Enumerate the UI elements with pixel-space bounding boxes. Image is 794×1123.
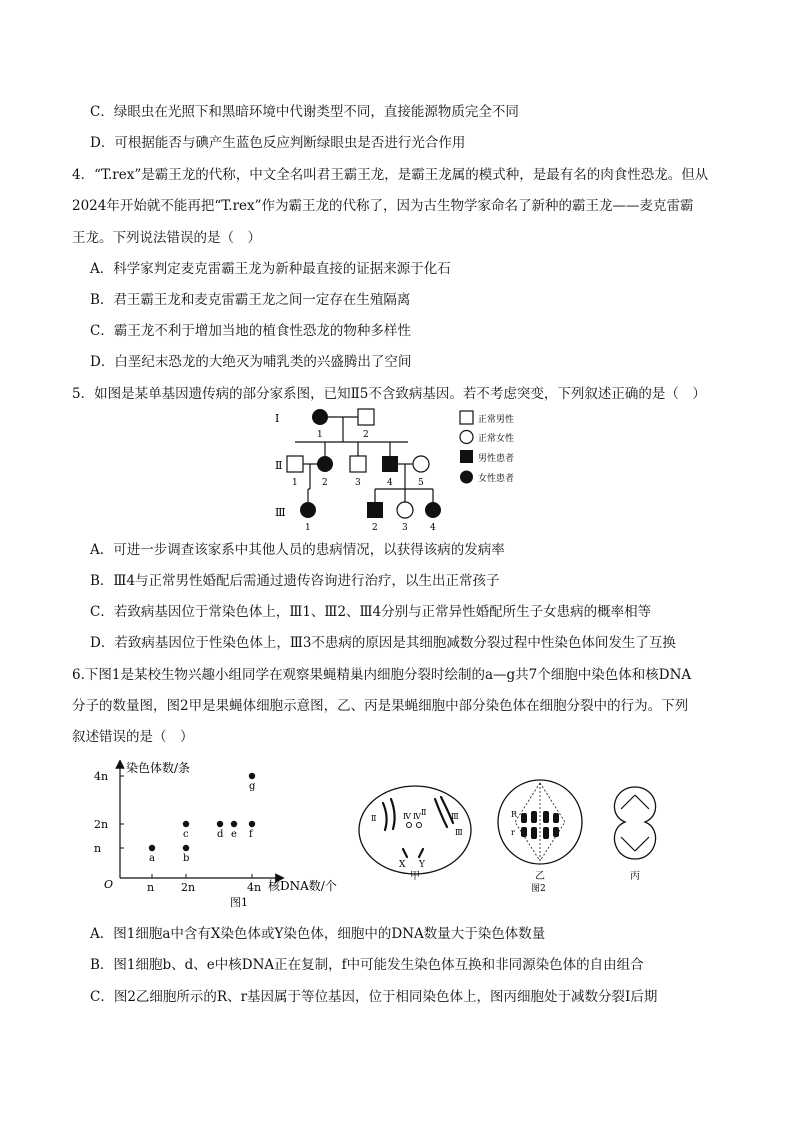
q5-option-b: B．Ⅲ4与正常男性婚配后需通过遗传咨询进行治疗，以生出正常孩子: [90, 573, 500, 589]
legend-normal-female-symbol: [460, 431, 473, 444]
legend-affected-female-symbol: [460, 471, 473, 484]
gen-label-2: Ⅱ: [275, 459, 283, 472]
point-e: [231, 821, 237, 827]
q4-option-b: B．君王霸王龙和麦克雷霸王龙之间一定存在生殖隔离: [90, 292, 411, 308]
pedigree-I2-normal-male: [358, 409, 374, 425]
gen-label-1: Ⅰ: [275, 412, 280, 425]
pedigree-III1-affected-female: [300, 502, 316, 518]
q5-option-c: C．若致病基因位于常染色体上，Ⅲ1、Ⅲ2、Ⅲ4分别与正常异性婚配所生子女患病的概率相等: [90, 604, 652, 620]
q6-option-a: A．图1细胞a中含有X染色体或Y染色体，细胞中的DNA数量大于染色体数量: [90, 926, 546, 942]
q5-option-d: D．若致病基因位于性染色体上，Ⅲ3不患病的原因是其细胞减数分裂过程中性染色体间发生了互换: [90, 635, 676, 651]
x-tick-label-1: 2n: [181, 881, 196, 894]
legend-normal-female: 正常女性: [478, 434, 515, 444]
jia-chrom-Y: Y: [419, 860, 425, 870]
point-d: [217, 821, 223, 827]
pedigree-II1-normal-male: [287, 456, 303, 472]
point-label-b: b: [183, 853, 190, 864]
point-a: [149, 845, 155, 851]
y-tick-label-0: n: [94, 842, 102, 855]
pedigree-III2-affected-male: [367, 502, 383, 518]
point-label-e: e: [231, 829, 237, 840]
q4-option-c: C．霸王龙不利于增加当地的植食性恐龙的物种多样性: [90, 323, 411, 339]
q6-stem-line3: 叙述错误的是（ ）: [72, 729, 194, 745]
q5-stem: 5．如图是某单基因遗传病的部分家系图，已知Ⅱ5不含致病基因。若不考虑突变，下列叙述正确的是（ ）: [72, 386, 706, 402]
id-II2: 2: [322, 478, 328, 488]
jia-chrom-II-right: Ⅱ: [421, 808, 427, 817]
pedigree-II5-normal-female: [413, 456, 429, 472]
id-III3: 3: [402, 523, 408, 533]
id-II3: 3: [355, 478, 361, 488]
gen-label-3: Ⅲ: [275, 506, 286, 519]
q6-stem-line2: 分子的数量图，图2甲是果蝇体细胞示意图，乙、丙是果蝇细胞中部分染色体在细胞分裂中的行为。下列: [72, 698, 689, 714]
jia-chrom-II-left: Ⅱ: [371, 814, 377, 823]
q6-option-b: B．图1细胞b、d、e中核DNA正在复制，f中可能发生染色体互换和非同源染色体的自由组合: [90, 957, 644, 973]
origin-label: O: [104, 878, 114, 891]
id-III4: 4: [430, 523, 436, 533]
pedigree-III4-affected-female: [425, 502, 441, 518]
q5-option-a: A．可进一步调查该家系中其他人员的患病情况，以获得该病的发病率: [90, 542, 505, 558]
x-tick-label-0: n: [147, 881, 155, 894]
legend-affected-male-symbol: [460, 450, 473, 463]
id-I2: 2: [363, 430, 369, 440]
q4-option-a: A．科学家判定麦克雷霸王龙为新种最直接的证据来源于化石: [90, 261, 451, 277]
jia-chrom-III-a: Ⅲ: [451, 812, 459, 821]
figure-2-diagrams: [355, 775, 695, 900]
q6-stem-line1: 6.下图1是某校生物兴趣小组同学在观察果蝇精巢内细胞分裂时绘制的a—g共7个细胞中染色体和核DNA: [72, 667, 692, 683]
point-label-c: c: [183, 829, 189, 840]
id-II5: 5: [418, 478, 424, 488]
y-tick-label-2: 4n: [94, 770, 109, 783]
figure-2-caption: 图2: [531, 884, 546, 894]
y-tick-label-1: 2n: [94, 818, 109, 831]
q4-stem-line3: 王龙。下列说法错误的是（ ）: [72, 230, 261, 246]
q4-stem-line1: 4．“T.rex”是霸王龙的代称，中文全名叫君王霸王龙，是霸王龙属的模式种，是最有名的肉食性恐龙。但从: [72, 167, 709, 183]
q4-stem-line2: 2024年开始就不能再把“T.rex”作为霸王龙的代称了，因为古生物学家命名了新种的霸王龙——麦克雷霸: [72, 198, 694, 214]
point-label-g: g: [249, 781, 256, 792]
gene-r: r: [511, 828, 515, 837]
y-axis-label: 染色体数/条: [126, 761, 191, 775]
label-bing: 丙: [630, 871, 640, 882]
legend-affected-male: 男性患者: [478, 454, 515, 464]
point-c: [183, 821, 189, 827]
gene-R: R: [511, 810, 518, 819]
jia-chrom-IV-a: Ⅳ: [403, 812, 411, 821]
pedigree-I1-affected-female: [312, 409, 328, 425]
point-f: [249, 821, 255, 827]
pedigree-II3-normal-male: [350, 456, 366, 472]
point-b: [183, 845, 189, 851]
point-label-d: d: [217, 829, 224, 840]
q4-option-d: D．白垩纪末恐龙的大绝灭为哺乳类的兴盛腾出了空间: [90, 354, 412, 370]
id-II4: 4: [387, 478, 393, 488]
q3-option-d: D．可根据能否与碘产生蓝色反应判断绿眼虫是否进行光合作用: [90, 135, 466, 151]
pedigree-II2-affected-female: [317, 456, 333, 472]
cell-bing: [614, 787, 655, 859]
pedigree-III3-normal-female: [397, 502, 413, 518]
label-yi: 乙: [535, 871, 545, 882]
jia-chrom-III-b: Ⅲ: [455, 828, 463, 837]
legend-normal-male-symbol: [460, 411, 473, 424]
id-I1: 1: [317, 430, 323, 440]
id-III1: 1: [305, 523, 311, 533]
point-label-f: f: [249, 829, 253, 840]
figure-1-caption: 图1: [230, 896, 248, 909]
figure-1-chart: [90, 760, 360, 910]
legend-affected-female: 女性患者: [478, 474, 515, 484]
q6-option-c: C．图2乙细胞所示的R、r基因属于等位基因，位于相同染色体上，图丙细胞处于减数分裂Ⅰ后期: [90, 989, 658, 1005]
legend-normal-male: 正常男性: [478, 415, 515, 425]
pedigree-figure: [270, 404, 570, 534]
x-axis-label: 核DNA数/个: [268, 879, 337, 893]
jia-chrom-IV-b: Ⅳ: [413, 812, 421, 821]
point-label-a: a: [149, 853, 155, 864]
jia-chrom-X: X: [399, 860, 406, 870]
label-jia: 甲: [410, 871, 420, 882]
point-g: [249, 773, 255, 779]
id-III2: 2: [372, 523, 378, 533]
pedigree-II4-affected-male: [382, 456, 398, 472]
id-II1: 1: [292, 478, 298, 488]
q3-option-c: C．绿眼虫在光照下和黑暗环境中代谢类型不同，直接能源物质完全不同: [90, 104, 519, 120]
x-tick-label-2: 4n: [247, 881, 262, 894]
